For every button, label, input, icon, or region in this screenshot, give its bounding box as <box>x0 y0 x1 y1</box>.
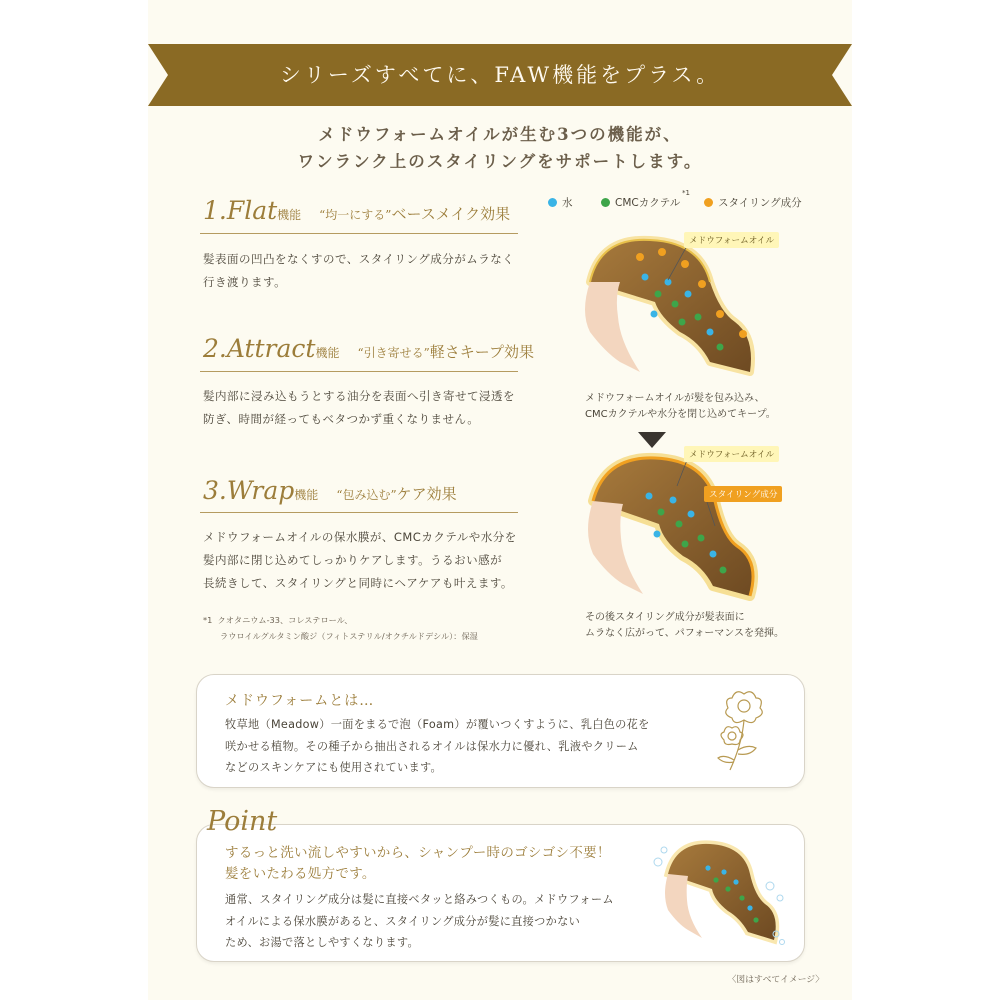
illus-2-caption <box>585 610 784 642</box>
section-3-quote: “包み込む” <box>336 488 397 502</box>
point-heading-line-1: するっと洗い流しやすいから、シャンプー時のゴシゴシ不要！ <box>225 845 611 861</box>
lead-line-2: ワンランク上のスタイリングをサポートします。 <box>297 152 703 171</box>
legend-cmc-sup: *1 <box>682 189 690 197</box>
section-1-function: 機能 <box>277 208 302 222</box>
section-2-line-2: 防ぎ、時間が経ってもベタつかず重くなりません。 <box>203 412 480 426</box>
banner-title: シリーズすべてに、FAW機能をプラス。 <box>279 63 721 87</box>
lead-line-1: メドウフォームオイルが生む3つの機能が、 <box>318 125 682 144</box>
section-3-number: 3.Wrap <box>203 476 295 505</box>
section-1-title <box>203 196 510 225</box>
footnote-mark: *1 <box>203 615 213 625</box>
section-1-line-2: 行き渡ります。 <box>203 275 287 289</box>
legend-cmc: CMCカクテル <box>615 197 681 209</box>
section-3-line-1: メドウフォームオイルの保水膜が、CMCカクテルや水分を <box>203 530 517 544</box>
section-3-title <box>203 476 457 505</box>
illus-2-caption-line-2: ムラなく広がって、パフォーマンスを発揮。 <box>585 628 784 639</box>
section-1-effect: ベースメイク効果 <box>391 205 511 223</box>
section-2-function: 機能 <box>315 346 340 360</box>
meadowfoam-line-3: などのスキンケアにも使用されています。 <box>225 761 443 774</box>
legend-water: 水 <box>562 197 573 209</box>
image-note: 〈図はすべてイメージ〉 <box>727 975 824 985</box>
meadowfoam-title: メドウフォームとは… <box>225 693 375 709</box>
meadowfoam-text <box>225 714 650 779</box>
flower-icon <box>712 684 776 774</box>
point-heading <box>225 843 611 885</box>
section-1-quote: “均一にする” <box>319 208 392 222</box>
section-1-divider <box>200 233 518 234</box>
styling-dot-icon <box>704 198 713 207</box>
cmc-dot-icon <box>601 198 610 207</box>
section-1-number: 1.Flat <box>203 196 278 225</box>
point-line-1: 通常、スタイリング成分は髪に直接ベタッと絡みつくもの。メドウフォーム <box>225 893 614 906</box>
hair-illustration-2 <box>565 446 785 606</box>
section-3-line-2: 髪内部に閉じ込めてしっかりケアします。うるおい感が <box>203 553 503 567</box>
section-3-function: 機能 <box>294 488 319 502</box>
point-line-2: オイルによる保水膜があると、スタイリング成分が髪に直接つかない <box>225 914 581 928</box>
section-2-number: 2.Attract <box>203 334 316 363</box>
illus-1-oil-tag: メドウフォームオイル <box>684 232 779 248</box>
section-1-line-1: 髪表面の凹凸をなくすので、スタイリング成分がムラなく <box>203 252 515 266</box>
point-text <box>225 889 614 954</box>
point-line-3: ため、お湯で落としやすくなります。 <box>225 936 419 949</box>
meadowfoam-line-1: 牧草地（Meadow）一面をまるで泡（Foam）が覆いつくすように、乳白色の花を <box>225 718 650 731</box>
point-heading-line-2: 髪をいたわる処方です。 <box>225 866 376 882</box>
footnote-line-1: クオタニウム-33、コレステロール、 <box>217 615 353 625</box>
section-2-text <box>203 385 533 431</box>
illus-1-caption <box>585 391 776 423</box>
section-3-text <box>203 526 533 595</box>
meadowfoam-line-2: 咲かせる植物。その種子から抽出されるオイルは保水力に優れ、乳液やクリーム <box>225 739 639 753</box>
illus-1-caption-line-2: CMCカクテルや水分を閉じ込めてキープ。 <box>585 409 776 420</box>
section-2-quote: “引き寄せる” <box>357 346 430 360</box>
legend-styling: スタイリング成分 <box>718 197 802 209</box>
section-1-text <box>203 248 533 294</box>
section-3-divider <box>200 512 518 513</box>
footnote-line-2: ラウロイルグルタミン酸ジ（フィトステリル/オクチルドデシル）：保湿 <box>220 631 478 641</box>
illus-1-caption-line-1: メドウフォームオイルが髪を包み込み、 <box>585 393 765 404</box>
footnote <box>203 612 478 644</box>
title-banner <box>148 44 852 106</box>
section-2-title <box>203 334 534 363</box>
section-2-effect: 軽さキープ効果 <box>429 343 535 361</box>
water-dot-icon <box>548 198 557 207</box>
hair-illustration-3 <box>650 834 790 946</box>
point-label: Point <box>207 806 278 837</box>
illus-2-caption-line-1: その後スタイリング成分が髪表面に <box>585 612 745 623</box>
illus-2-oil-tag: メドウフォームオイル <box>684 446 779 462</box>
section-2-divider <box>200 371 518 372</box>
section-3-effect: ケア効果 <box>396 485 457 503</box>
section-3-line-3: 長続きして、スタイリングと同時にヘアケアも叶えます。 <box>203 576 513 590</box>
section-2-line-1: 髪内部に浸み込もうとする油分を表面へ引き寄せて浸透を <box>203 389 515 403</box>
illus-2-styling-tag: スタイリング成分 <box>704 486 782 502</box>
